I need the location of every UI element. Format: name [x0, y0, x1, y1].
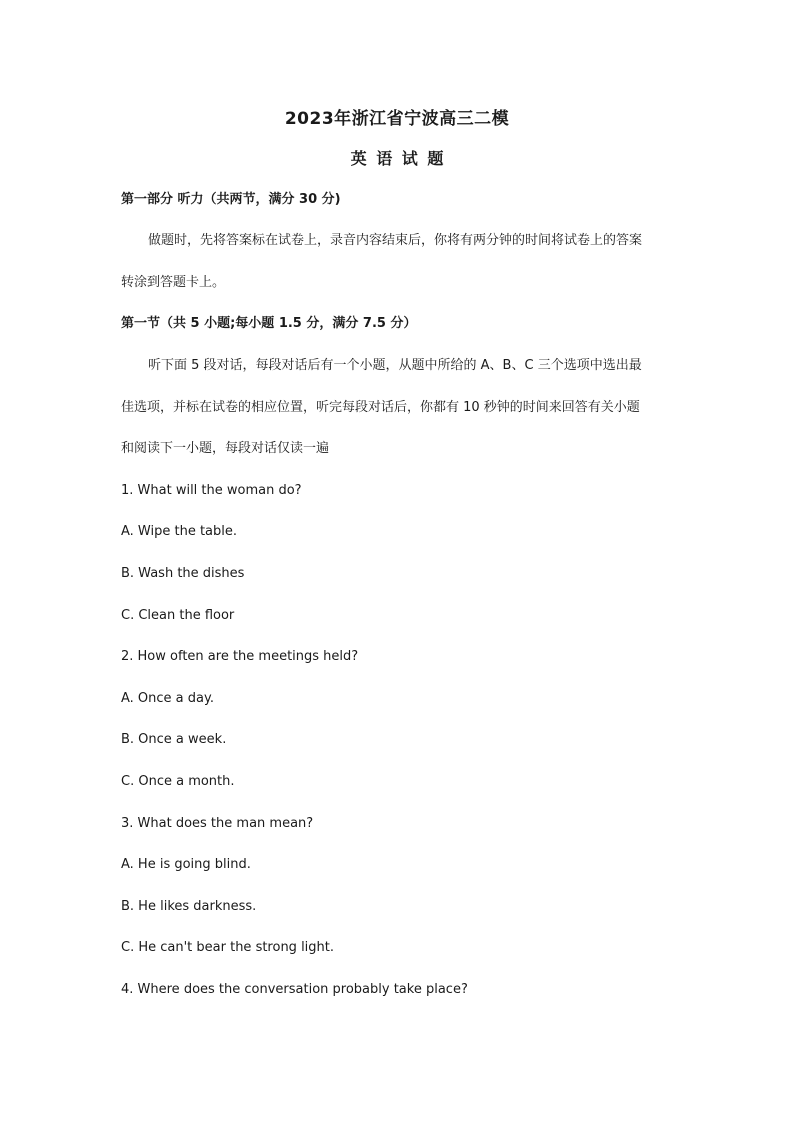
question-3-stem: 3. What does the man mean?	[121, 816, 314, 831]
question-1-option-a: A. Wipe the table.	[121, 524, 238, 539]
question-2-option-b: B. Once a week.	[121, 732, 227, 747]
question-1-stem: 1. What will the woman do?	[121, 483, 302, 498]
question-2-option-c: C. Once a month.	[121, 774, 235, 789]
question-1-option-c: C. Clean the floor	[121, 608, 235, 623]
question-3-option-b: B. He likes darkness.	[121, 899, 257, 914]
question-3-option-c: C. He can't bear the strong light.	[121, 940, 335, 955]
section1-instruction-line-1: 听下面 5 段对话，每段对话后有一个小题，从题中所给的 A、B、C 三个选项中选出最	[148, 358, 642, 373]
section1-heading: 第一节（共 5 小题;每小题 1.5 分，满分 7.5 分）	[121, 316, 417, 331]
part1-instruction-line-1: 做题时，先将答案标在试卷上，录音内容结束后，你将有两分钟的时间将试卷上的答案	[148, 233, 643, 248]
section1-instruction-line-3: 和阅读下一小题，每段对话仅读一遍	[121, 441, 330, 456]
question-3-option-a: A. He is going blind.	[121, 857, 251, 872]
part1-instruction-line-2: 转涂到答题卡上。	[121, 275, 226, 290]
question-2-option-a: A. Once a day.	[121, 691, 214, 706]
part1-heading: 第一部分 听力（共两节，满分 30 分)	[121, 192, 341, 207]
question-1-option-b: B. Wash the dishes	[121, 566, 245, 581]
page-subtitle: 英 语 试 题	[350, 149, 444, 168]
question-4-stem: 4. Where does the conversation probably take place?	[121, 982, 468, 997]
question-2-stem: 2. How often are the meetings held?	[121, 649, 359, 664]
page-title: 2023年浙江省宁波高三二模	[284, 109, 510, 129]
section1-instruction-line-2: 佳选项，并标在试卷的相应位置，听完每段对话后，你都有 10 秒钟的时间来回答有关小题	[121, 400, 640, 415]
